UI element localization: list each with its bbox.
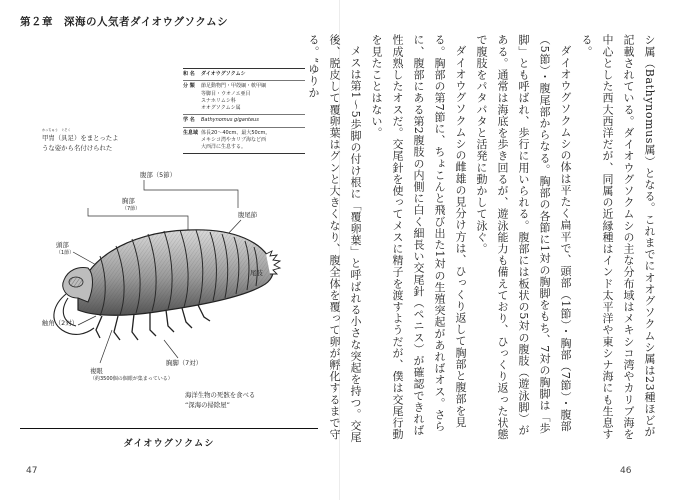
label-head-count: （1節） (56, 250, 75, 256)
scavenger-caption: 海洋生物の死骸を食べる “深海の掃除屋” (185, 391, 256, 409)
vertical-body-text (307, 34, 660, 444)
info-value: 節足動物門・甲殻綱・軟甲綱 等脚目・ウオノエ亜目 スナホリムシ科 オオグソクムシ属 (201, 83, 267, 111)
info-key: 生息域 (183, 129, 199, 136)
info-value: ダイオウグソクムシ (201, 71, 246, 77)
info-row-classification (183, 80, 305, 114)
label-thorax (122, 196, 140, 212)
body-paragraph: シ属（Bathynomus属）となる。これまでにオオグソクムシ属は23種ほどが記載されている。ダイオウグソクムシの主な分布域はメキシコ湾やカリブ海を中心とした西大西洋だが、同属の近縁種はインド太平洋や東シナ海にも生息する。 (580, 34, 656, 440)
body-paragraph: ダイオウグソクムシの雌雄の見分け方は、ひっくり返して胸部と腹部を見る。胸部の第7節に、ちょこんと飛び出た1対の生殖突起があればオス。さらに、腹部にある第2腹肢の内側に白く細長い交尾針（ペニス）が確認できれば性成熟したオスだ。交尾針を使ってメスに精子を渡すようだが、僕は交尾行動を見たことはない。 (370, 34, 467, 440)
label-tail-segment: 腹尾節 (238, 211, 258, 219)
figure-title: ダイオウグソクムシ (123, 439, 215, 449)
species-info-table (183, 68, 305, 154)
info-value: 体長20〜40cm、最大50cm。 メキシコ湾やカリブ海など西 大西洋に生息する。 (201, 129, 271, 150)
label-thorax-count: （7節） (122, 206, 141, 212)
label-legs: 胸脚（7対） (166, 359, 203, 367)
label-compound-eye-note: （約3500個の個眼が集まっている） (90, 376, 173, 382)
label-antenna: 触角（2対） (42, 319, 79, 327)
compound-eye-shape (69, 277, 83, 287)
info-key: 和 名 (183, 71, 195, 77)
armor-caption-ruby: かっちゅう ぐそく (42, 128, 71, 132)
info-row-habitat (183, 127, 305, 155)
figure-title-rule (20, 428, 318, 429)
isopod-body (63, 230, 280, 316)
label-thorax-text: 胸部 (122, 197, 135, 205)
label-head-text: 頭部 (56, 241, 69, 249)
info-value: Bathynomus giganteus (201, 117, 259, 124)
label-abdomen-text: 腹部 (140, 171, 153, 179)
label-compound-eye (90, 366, 173, 382)
page-number-right: 46 (620, 466, 632, 476)
isopod-illustration (38, 170, 300, 415)
label-uropod: 尾肢 (250, 269, 263, 277)
label-abdomen-count: （5節） (152, 171, 177, 179)
armor-caption (42, 128, 124, 154)
label-compound-eye-text: 複眼 (90, 367, 103, 375)
info-row-scientific-name (183, 114, 305, 126)
right-page (307, 0, 680, 500)
info-key: 学 名 (183, 117, 195, 124)
page-number-left: 47 (26, 466, 38, 476)
label-head (56, 240, 74, 256)
info-key: 分 類 (183, 83, 195, 90)
body-paragraph: メスは第1〜5歩脚の付け根に「覆卵葉」と呼ばれる小さな突起を持つ。交尾後、脱皮して覆卵葉はグンと大きくなり、腹全体を覆って卵が孵化するまで守る。“ゆりか (307, 34, 362, 443)
body-paragraph: ダイオウグソクムシの体は平たく扁平で、頭部（1節）・胸部（7節）・腹部（5節）・腹尾部からなる。胸部の各節に1対の胸脚をもち、7対の胸脚は「歩脚」とも呼ばれ、歩行に用いられる。腹部には板状の5対の腹肢（遊泳脚）がある。通常は海底を歩き回るが、遊泳能力も備えており、ひっくり返った状態で腹肢をパタパタと活発に動かして泳ぐ。 (475, 34, 572, 440)
armor-caption-text: 甲冑（具足）をまとったような姿から名付けられた (42, 134, 119, 152)
label-abdomen (140, 170, 176, 179)
chapter-header: 第２章 深海の人気者ダイオウグソクムシ (20, 16, 229, 28)
info-row-japanese-name (183, 68, 305, 80)
